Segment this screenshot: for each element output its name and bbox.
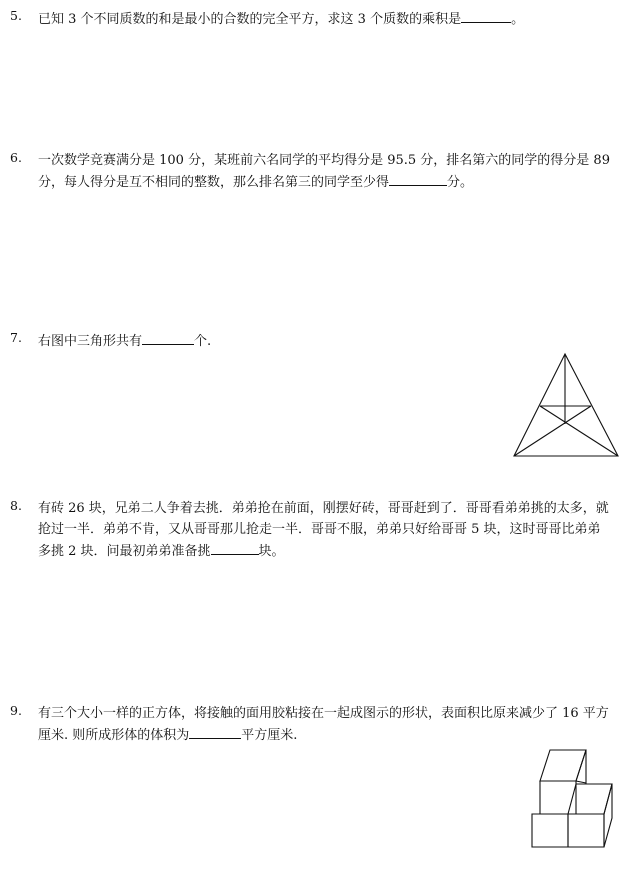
answer-blank[interactable] — [211, 540, 259, 555]
bottom-right-cube-front — [568, 814, 604, 847]
question-line-1: 有三个大小一样的正方体，将接触的面用胶粘接在一起成图示的形状，表面积比原来减少了 16 平方 — [38, 706, 609, 721]
question-line-2: 抢过一半．弟弟不肯，又从哥哥那儿抢走一半．哥哥不服，弟弟只好给哥哥 5 块，这时哥哥比弟弟 — [38, 522, 601, 537]
bottom-right-cube-side — [604, 784, 612, 847]
question-line-1: 有砖 26 块，兄弟二人争着去挑．弟弟抢在前面，刚摆好砖，哥哥赶到了．哥哥看弟弟挑的太多，就 — [38, 501, 609, 516]
cubes-figure — [528, 748, 614, 850]
answer-blank[interactable] — [461, 8, 511, 23]
question-text — [38, 150, 624, 193]
answer-blank[interactable] — [189, 724, 241, 739]
answer-blank[interactable] — [389, 171, 447, 186]
question-line-1: 一次数学竞赛满分是 100 分，某班前六名同学的平均得分是 95.5 分，排名第六的同学的得分是 89 — [38, 153, 610, 168]
question-text-after: 。 — [511, 12, 525, 27]
question-number: 7. — [10, 330, 22, 345]
question-text — [38, 703, 624, 746]
question-line-3-after: 块。 — [258, 544, 285, 559]
question-number: 5. — [10, 8, 22, 23]
question-line-3-before: 多挑 2 块．问最初弟弟准备挑 — [38, 544, 211, 559]
question-number: 6. — [10, 150, 22, 165]
question-line-2-after: 分。 — [447, 175, 474, 190]
answer-blank[interactable] — [142, 330, 194, 345]
top-cube-side — [576, 750, 586, 783]
question-number: 8. — [10, 498, 22, 513]
question-text — [38, 8, 624, 30]
triangle-figure — [510, 352, 622, 460]
question-text — [38, 498, 624, 562]
question-line-2-before: 分，每人得分是互不相同的整数，那么排名第三的同学至少得 — [38, 175, 390, 190]
question-text-before: 右图中三角形共有 — [38, 334, 143, 349]
question-text-before: 已知 3 个不同质数的和是最小的合数的完全平方，求这 3 个质数的乘积是 — [38, 12, 462, 27]
question-line-2-after: 平方厘米. — [241, 728, 298, 743]
outer-triangle — [514, 354, 618, 456]
question-text-after: 个. — [194, 334, 212, 349]
bottom-left-cube-front — [532, 814, 568, 847]
top-cube-front — [540, 781, 576, 814]
question-text — [38, 330, 624, 352]
top-cube-top — [540, 750, 586, 781]
question-line-2-before: 厘米. 则所成形体的体积为 — [38, 728, 190, 743]
question-number: 9. — [10, 703, 22, 718]
